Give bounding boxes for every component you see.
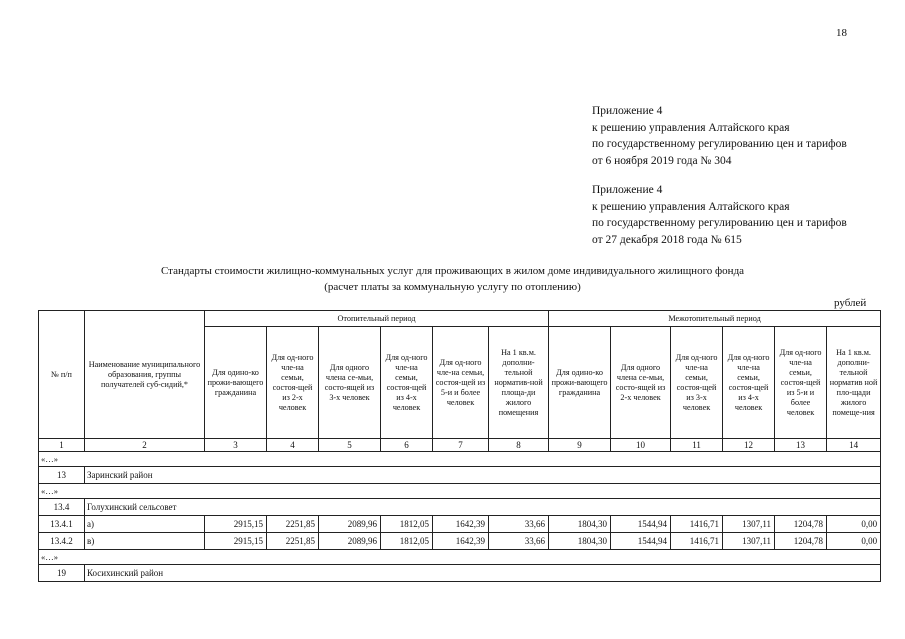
tariff-value: 2915,15 [205,533,267,550]
annex-line: Приложение 4 [592,105,663,117]
tariff-value: 1307,11 [723,533,775,550]
column-number: 7 [433,439,489,452]
annex-line: по государственному регулированию цен и тарифов [592,217,847,229]
section-row [39,467,881,484]
row-number: 13.4 [39,499,85,516]
tariff-value: 2915,15 [205,516,267,533]
tariff-value: 2251,85 [267,516,319,533]
document-title: Стандарты стоимости жилищно-коммунальных услуг для проживающих в жилом доме индивидуального жилищного фонда [160,265,745,277]
row-number: 13 [39,467,85,484]
table-row [39,516,881,533]
group-name: в) [85,533,205,550]
column-header: Для од-ного чле-на семьи, состоя-щей из 2-х человек [267,327,319,439]
tariff-value: 0,00 [827,516,881,533]
tariff-value: 2089,96 [319,516,381,533]
tariff-value: 1812,05 [381,533,433,550]
column-header: На 1 кв.м. дополни-тельной норматив-ной площа-ди жилого помещения [489,327,549,439]
annex-line: по государственному регулированию цен и тарифов [592,138,847,150]
tariff-value: 1416,71 [671,516,723,533]
section-row [39,565,881,582]
column-number: 2 [85,439,205,452]
annex-line: к решению управления Алтайского края [592,200,790,213]
tariff-value: 1204,78 [775,533,827,550]
column-header: Для од-ного чле-на семьи, состоя-щей из 5-и и более человек [433,327,489,439]
header-num: № п/п [39,311,85,439]
group-name: а) [85,516,205,533]
column-number: 1 [39,439,85,452]
tariff-value: 33,66 [489,516,549,533]
units-label: рублей [834,297,867,309]
tariff-value: 1642,39 [433,533,489,550]
column-header: Для одино-ко прожи-вающего гражданина [205,327,267,439]
ellipsis-cell: «…» [39,484,881,499]
column-header: Для од-ного чле-на семьи, состоя-щей из 4-х человек [381,327,433,439]
annex-header-original [592,182,847,248]
tariff-value: 1544,94 [611,533,671,550]
ellipsis-row [39,452,881,467]
column-header: Для одино-ко прожи-вающего гражданина [549,327,611,439]
tariff-value: 1544,94 [611,516,671,533]
column-number: 14 [827,439,881,452]
table-row [39,533,881,550]
tariff-value: 0,00 [827,533,881,550]
column-number: 13 [775,439,827,452]
ellipsis-row [39,550,881,565]
column-header: Для одного члена се-мьи, состо-ящей из 2-х человек [611,327,671,439]
ellipsis-cell: «…» [39,550,881,565]
tariff-value: 1804,30 [549,533,611,550]
header-heating-period: Отопительный период [205,311,549,327]
column-header: На 1 кв.м. дополни-тельной норматив ной пло-щади жилого помеще-ния [827,327,881,439]
tariff-value: 2251,85 [267,533,319,550]
tariff-table [38,310,881,582]
column-header: Для одного члена се-мьи, состо-ящей из 3-х человек [319,327,381,439]
row-number: 13.4.2 [39,533,85,550]
annex-line: Приложение 4 [592,184,663,196]
column-number: 5 [319,439,381,452]
column-header: Для од-ного чле-на семьи, состоя-щей из 5-и и более человек [775,327,827,439]
document-subtitle: (расчет платы за коммунальную услугу по отоплению) [324,281,581,293]
annex-line: от 27 декабря 2018 года № 615 [592,233,742,246]
row-number: 19 [39,565,85,582]
tariff-value: 1307,11 [723,516,775,533]
column-header: Для од-ного чле-на семьи, состоя-щей из 4-х человек [723,327,775,439]
column-number: 11 [671,439,723,452]
ellipsis-row [39,484,881,499]
column-number-row [39,439,881,452]
section-name: Заринский район [85,467,881,484]
column-number: 4 [267,439,319,452]
tariff-value: 1416,71 [671,533,723,550]
column-number: 6 [381,439,433,452]
header-name: Наименование муниципального образования, группы получателей суб-сидий,* [85,311,205,439]
section-row [39,499,881,516]
column-number: 8 [489,439,549,452]
tariff-value: 2089,96 [319,533,381,550]
section-name: Косихинский район [85,565,881,582]
annex-header-current [592,103,847,169]
section-name: Голухинский сельсовет [85,499,881,516]
tariff-value: 1812,05 [381,516,433,533]
column-number: 3 [205,439,267,452]
tariff-value: 33,66 [489,533,549,550]
annex-line: от 6 ноября 2019 года № 304 [592,154,732,167]
tariff-value: 1804,30 [549,516,611,533]
header-non-heating-period: Межотопительный период [549,311,881,327]
ellipsis-cell: «…» [39,452,881,467]
page-number: 18 [836,27,847,39]
row-number: 13.4.1 [39,516,85,533]
column-header: Для од-ного чле-на семьи, состоя-щей из 3-х человек [671,327,723,439]
annex-line: к решению управления Алтайского края [592,121,790,134]
column-number: 10 [611,439,671,452]
column-number: 9 [549,439,611,452]
tariff-value: 1642,39 [433,516,489,533]
column-number: 12 [723,439,775,452]
tariff-value: 1204,78 [775,516,827,533]
